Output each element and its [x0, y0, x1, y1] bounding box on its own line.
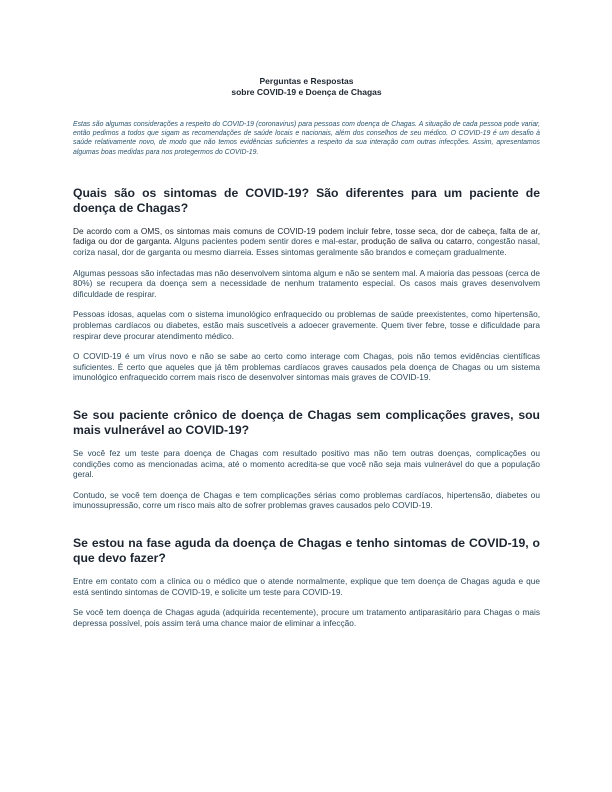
- section-paragraph: Se você fez um teste para doença de Chagas com resultado positivo mas não tem outras doenças, complicações ou condições como as mencionadas acima, até o momento acredita-se que você não seja mais vulnerável do que a população geral.: [73, 447, 540, 480]
- document-title: [73, 0, 540, 98]
- section-paragraph: Pessoas idosas, aquelas com o sistema imunológico enfraquecido ou problemas de saúde preexistentes, como hipertensão, problemas cardíacos ou diabetes, estão mais suscetíveis a adoecer gravemente. Quem tiver febre, tosse e dificuldade para respirar deve procurar atendimento médico.: [73, 309, 540, 341]
- highlighted-text: De acordo com a OMS, os sintomas mais comuns de COVID-19 podem incluir febre, tosse seca, dor de cabeça, falta de ar, fadiga ou dor de garganta.: [73, 225, 540, 247]
- section-paragraph: O COVID-19 é um vírus novo e não se sabe ao certo como interage com Chagas, pois não temos evidências científicas suficientes. É certo que aqueles que já têm problemas cardíacos graves causados pela doença de Chagas ou um sistema imunológico enfraquecido correm mais risco de desenvolver sintomas mais graves de COVID-19.: [73, 351, 540, 383]
- highlighted-text: produção de saliva ou catarro: [361, 236, 472, 247]
- section-heading: Se estou na fase aguda da doença de Chagas e tenho sintomas de COVID-19, o que devo fazer?: [73, 535, 540, 565]
- section-heading: Se sou paciente crônico de doença de Chagas sem complicações graves, sou mais vulnerável ao COVID-19?: [73, 407, 540, 437]
- section-paragraph: Entre em contato com a clínica ou o médico que o atende normalmente, explique que tem doença de Chagas aguda e que está sentindo sintomas de COVID-19, e solicite um teste para COVID-19.: [73, 575, 540, 597]
- section-acute-phase: [73, 536, 540, 628]
- section-paragraph: [73, 226, 540, 258]
- document-title-line-1: Perguntas e Respostas: [259, 76, 354, 86]
- paragraph-text: , congestão nasal, coriza nasal, dor de garganta ou mesmo diarreia. Esses sintomas geralmente são brandos e começam gradualmente.: [73, 236, 541, 257]
- section-symptoms: [73, 186, 540, 383]
- document-title-line-2: sobre COVID-19 e Doença de Chagas: [231, 87, 382, 97]
- section-paragraph: Algumas pessoas são infectadas mas não desenvolvem sintoma algum e não se sentem mal. A maioria das pessoas (cerca de 80%) se recupera da doença sem a necessidade de nenhum tratamento especial. Os casos mais graves desenvolvem dificuldade de respirar.: [73, 267, 540, 299]
- section-paragraph: Contudo, se você tem doença de Chagas e tem complicações sérias como problemas cardíacos, hipertensão, diabetes ou imunossupressão, corre um risco mais alto de sofrer problemas graves causados pelo COVID-19.: [73, 489, 540, 511]
- section-paragraph: Se você tem doença de Chagas aguda (adquirida recentemente), procure um tratamento antiparasitário para Chagas o mais depressa possível, pois assim terá uma chance maior de eliminar a infecção.: [73, 607, 540, 628]
- section-chronic-patient: [73, 408, 540, 511]
- section-heading: Quais são os sintomas de COVID-19? São diferentes para um paciente de doença de Chagas?: [73, 185, 540, 215]
- paragraph-text: Alguns pacientes podem sentir dores e mal-estar,: [171, 236, 362, 247]
- intro-paragraph: Estas são algumas considerações a respeito do COVID-19 (coronavirus) para pessoas com doença de Chagas. A situação de cada pessoa pode variar, então pedimos a todos que sigam as recomendações de saúde locais e nacionais, além dos conselhos de seu médico. O COVID-19 é um desafio à saúde relativamente novo, de modo que não temos evidências suficientes a respeito da sua interação com outras infecções. Assim, apresentamos algumas boas medidas para nos protegermos do COVID-19.: [73, 121, 540, 156]
